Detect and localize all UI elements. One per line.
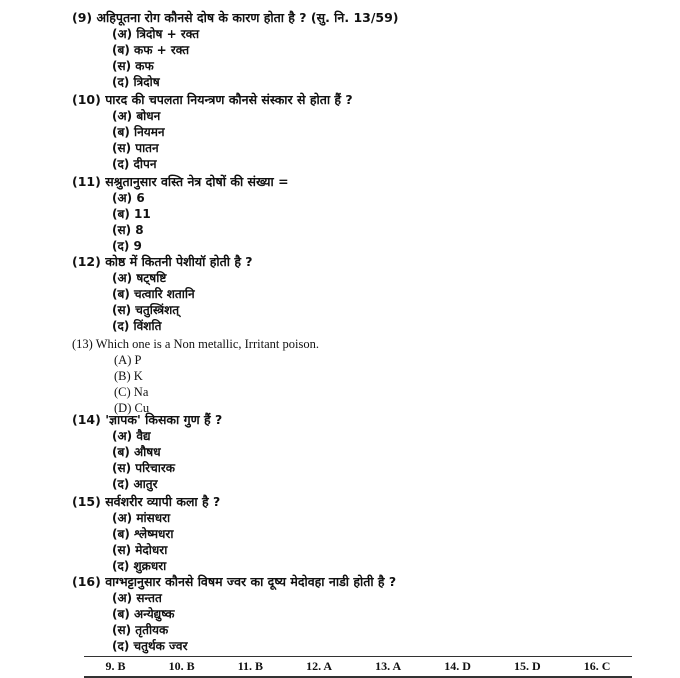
option-c: (स) परिचारक bbox=[112, 461, 175, 475]
option-c: (स) कफ bbox=[112, 59, 154, 73]
question-text bbox=[72, 412, 222, 428]
answer-11: 11. B bbox=[237, 659, 264, 673]
question-number: (15) bbox=[72, 494, 101, 509]
question-number: (9) bbox=[72, 10, 93, 25]
answer-9: 9. B bbox=[105, 659, 126, 673]
option-b: (ब) कफ + रक्त bbox=[112, 43, 190, 57]
answer-16: 16. C bbox=[583, 659, 611, 673]
option-c: (C) Na bbox=[114, 385, 149, 399]
answer-14: 14. D bbox=[444, 659, 471, 673]
option-b: (ब) 11 bbox=[112, 207, 151, 221]
option-a: (अ) सन्तत bbox=[112, 591, 162, 605]
question-text bbox=[72, 92, 353, 108]
question-stem: सश्रुतानुसार वस्ति नेत्र दोषों की संख्या = bbox=[105, 174, 289, 189]
question-text bbox=[72, 10, 399, 26]
option-d: (द) आतुर bbox=[112, 477, 158, 491]
option-c: (स) तृतीयक bbox=[112, 623, 169, 637]
option-c: (स) मेदोधरा bbox=[112, 543, 168, 557]
option-a: (अ) वैद्य bbox=[112, 429, 151, 443]
answer-15: 15. D bbox=[513, 659, 541, 673]
option-c: (स) पातन bbox=[112, 141, 159, 155]
option-d: (द) 9 bbox=[112, 239, 142, 253]
question-stem: कोष्ठ में कितनी पेशीयॉ होती है ? bbox=[105, 254, 253, 269]
question-text bbox=[72, 254, 253, 270]
question-number: (13) bbox=[72, 337, 93, 351]
option-c: (स) चतुस्त्रिंशत् bbox=[112, 303, 180, 317]
option-d: (द) त्रिदोष bbox=[112, 75, 160, 89]
question-stem: पारद की चपलता नियन्त्रण कौनसे संस्कार से होता हैं ? bbox=[105, 92, 353, 107]
option-a: (अ) मांसधरा bbox=[112, 511, 171, 525]
question-stem: वाग्भट्टानुसार कौनसे विषम ज्वर का दूष्य मेदोवहा नाडी होती है ? bbox=[105, 574, 397, 589]
question-stem: Which one is a Non metallic, Irritant poison. bbox=[95, 337, 319, 351]
option-d: (द) दीपन bbox=[112, 157, 157, 171]
option-a: (A) P bbox=[114, 353, 142, 367]
question-number: (12) bbox=[72, 254, 101, 269]
option-b: (ब) औषध bbox=[112, 445, 161, 459]
answer-10: 10. B bbox=[168, 659, 195, 673]
question-stem: सर्वशरीर व्यापी कला है ? bbox=[105, 494, 221, 509]
option-b: (ब) नियमन bbox=[112, 125, 165, 139]
option-a: (अ) बोधन bbox=[112, 109, 161, 123]
option-d: (द) शुक्रधरा bbox=[112, 559, 167, 573]
option-a: (अ) षट्षष्टि bbox=[112, 271, 167, 285]
question-text bbox=[72, 574, 396, 590]
option-a: (अ) त्रिदोष + रक्त bbox=[112, 27, 200, 41]
question-number: (16) bbox=[72, 574, 101, 589]
answer-key bbox=[84, 656, 632, 678]
question-number: (11) bbox=[72, 174, 101, 189]
option-d: (द) विंशति bbox=[112, 319, 162, 333]
question-number: (10) bbox=[72, 92, 101, 107]
option-b: (ब) अन्येद्युष्क bbox=[112, 607, 175, 621]
question-stem: अहिपूतना रोग कौनसे दोष के कारण होता है ? (सु. नि. 13/59) bbox=[96, 10, 399, 25]
question-stem: 'ज्ञापक' किसका गुण हैं ? bbox=[105, 412, 223, 427]
option-b: (B) K bbox=[114, 369, 143, 383]
option-a: (अ) 6 bbox=[112, 191, 145, 205]
option-d: (D) Cu bbox=[114, 401, 150, 415]
option-b: (ब) चत्वारि शतानि bbox=[112, 287, 195, 301]
answer-13: 13. A bbox=[375, 659, 402, 673]
question-text bbox=[72, 336, 319, 352]
question-text bbox=[72, 174, 289, 190]
option-c: (स) 8 bbox=[112, 223, 144, 237]
question-text bbox=[72, 494, 220, 510]
option-b: (ब) श्लेष्मधरा bbox=[112, 527, 174, 541]
answer-12: 12. A bbox=[306, 659, 333, 673]
question-number: (14) bbox=[72, 412, 101, 427]
option-d: (द) चतुर्थक ज्वर bbox=[112, 639, 188, 653]
